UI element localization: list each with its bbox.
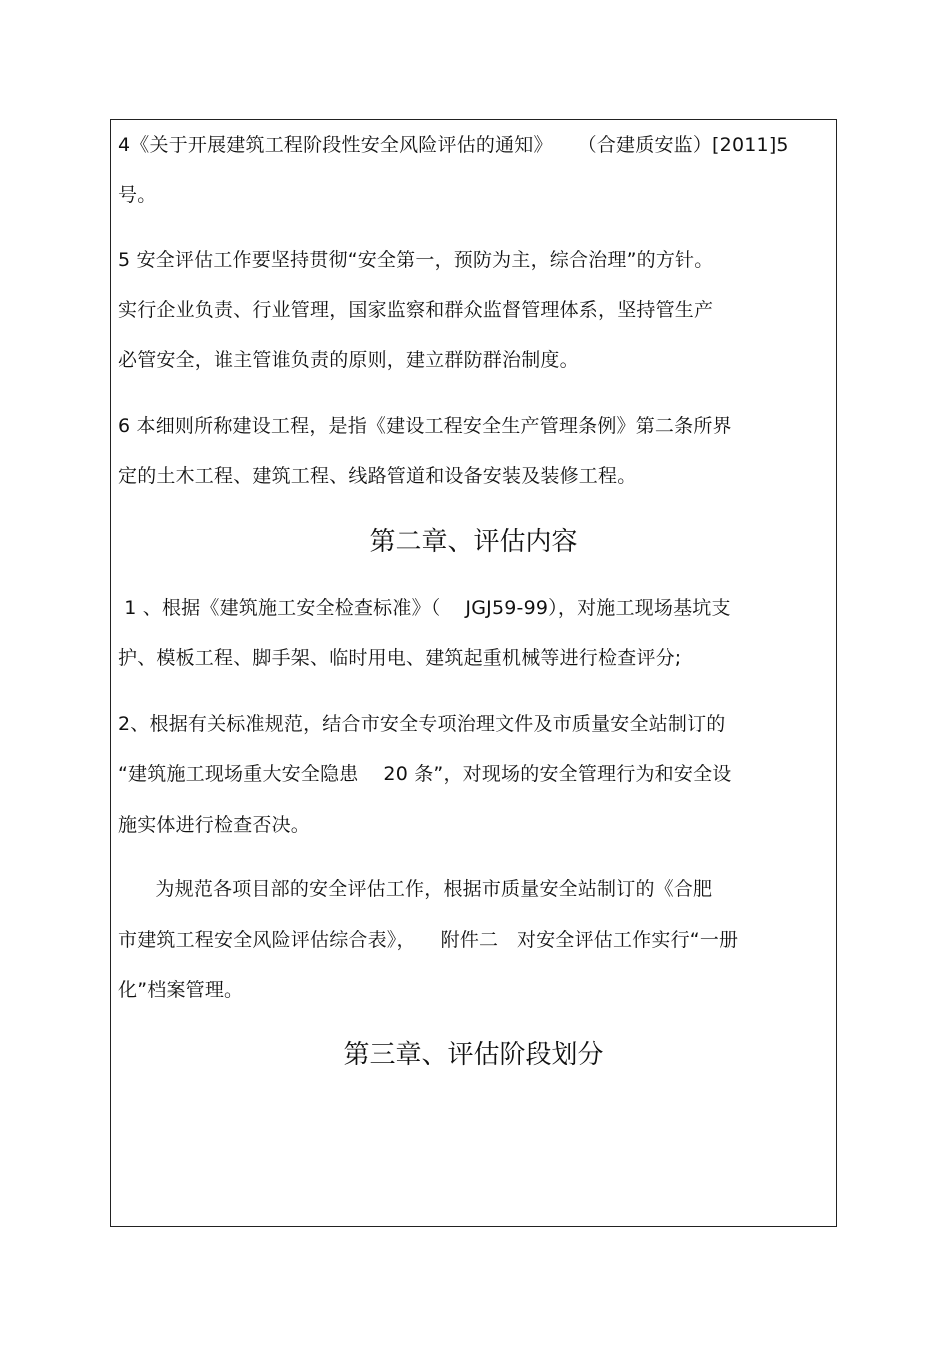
para-4-line-2: 号。 (118, 184, 157, 206)
ch2-para-2-line-1: 2、根据有关标准规范，结合市安全专项治理文件及市质量安全站制订的 (118, 713, 726, 735)
para-6-line-2: 定的土木工程、建筑工程、线路管道和设备安装及装修工程。 (118, 465, 637, 487)
para-5-line-3: 必管安全，谁主管谁负责的原则，建立群防群治制度。 (118, 349, 579, 371)
para-5-line-2: 实行企业负责、行业管理，国家监察和群众监督管理体系，坚持管生产 (118, 299, 714, 321)
para-5-line-1: 5 安全评估工作要坚持贯彻“安全第一，预防为主，综合治理”的方针。 (118, 249, 714, 271)
para-6-line-1: 6 本细则所称建设工程，是指《建设工程安全生产管理条例》第二条所界 (118, 415, 732, 437)
ch2-para-2-line-3: 施实体进行检查否决。 (118, 814, 311, 836)
ch2-para-3-line-3: 化”档案管理。 (118, 979, 244, 1001)
ch2-para-3-line-1: 为规范各项目部的安全评估工作，根据市质量安全站制订的《合肥 (118, 878, 713, 900)
chapter-3-heading: 第三章、评估阶段划分 (343, 1040, 604, 1070)
ch2-para-1-line-1: 1 、根据《建筑施工安全检查标准》（ JGJ59-99），对施工现场基坑支 (118, 597, 731, 619)
para-4-line-1: 4《关于开展建筑工程阶段性安全风险评估的通知》 （合建质安监）[2011]5 (118, 134, 789, 156)
ch2-para-2-line-2: “建筑施工现场重大安全隐患 20 条”，对现场的安全管理行为和安全设 (118, 763, 732, 785)
ch2-para-1-line-2: 护、模板工程、脚手架、临时用电、建筑起重机械等进行检查评分; (118, 647, 682, 669)
chapter-2-heading: 第二章、评估内容 (369, 527, 578, 557)
ch2-para-3-line-2: 市建筑工程安全风险评估综合表》， 附件二 对安全评估工作实行“一册 (118, 929, 739, 951)
